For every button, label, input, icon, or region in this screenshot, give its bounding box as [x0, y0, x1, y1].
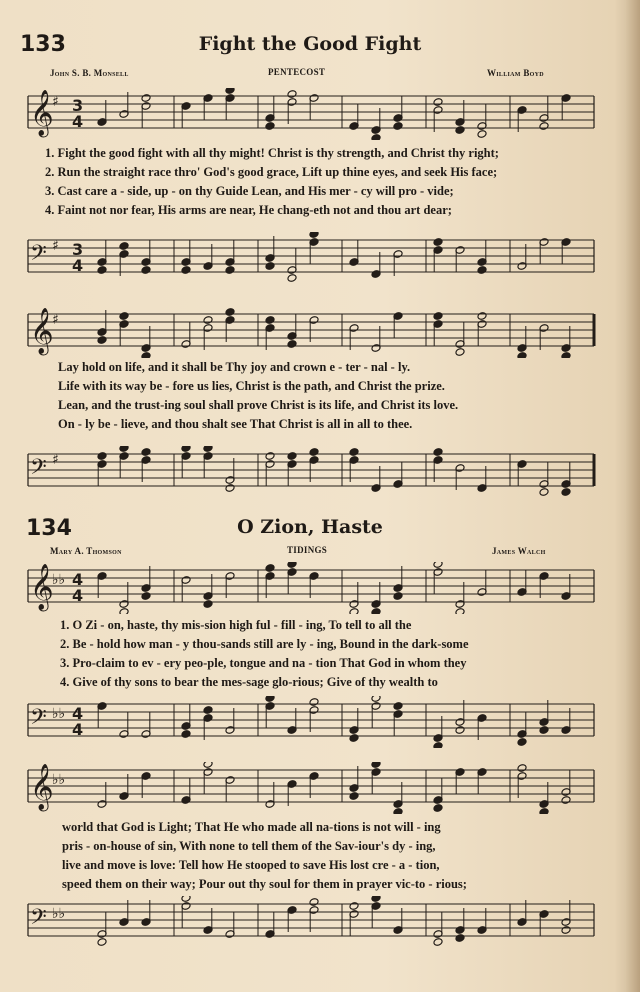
verse-line: 3. Cast care a - side, up - on thy Guide Lean, and His mer - cy will pro - vide;: [45, 184, 454, 198]
bass-staff: [0, 232, 640, 284]
svg-text:♭♭: ♭♭: [52, 706, 66, 722]
hymn-author: Mary A. Thomson: [50, 546, 122, 556]
verse-line: 4. Give of thy sons to bear the mes-sage glo-rious; Give of thy wealth to: [60, 675, 438, 689]
svg-text:𝄢: 𝄢: [30, 905, 47, 935]
bass-staff: [0, 696, 640, 748]
verse-line: 1. Fight the good fight with all thy might! Christ is thy strength, and Christ thy right;: [45, 146, 499, 160]
hymn-tune: TIDINGS: [287, 545, 328, 555]
verse-line: live and move is love: Tell how He stooped to save His lost cre - a - tion,: [62, 858, 440, 872]
verse-line: Life with its way be - fore us lies, Christ is the path, and Christ the prize.: [58, 379, 445, 393]
verse-line: pris - on-house of sin, With none to tell them of the Sav-iour's dy - ing,: [62, 839, 436, 853]
svg-text:♯: ♯: [52, 312, 59, 328]
bass-staff: [0, 896, 640, 948]
verse-line: 2. Run the straight race thro' God's good grace, Lift up thine eyes, and seek His face;: [45, 165, 498, 179]
svg-text:𝄞: 𝄞: [30, 90, 54, 136]
hymn-author: John S. B. Monsell: [50, 68, 129, 78]
treble-staff: [0, 762, 640, 814]
verse-line: speed them on their way; Pour out thy soul for them in prayer vic-to - rious;: [62, 877, 467, 891]
svg-text:♯: ♯: [52, 452, 59, 468]
hymn-title: O Zion, Haste: [237, 516, 383, 538]
hymn-number: 133: [20, 32, 66, 57]
verse-line: world that God is Light; That He who made all na-tions is not will - ing: [62, 820, 441, 834]
svg-text:3: 3: [72, 96, 84, 115]
verse-line: 2. Be - hold how man - y thou-sands still are ly - ing, Bound in the dark-some: [60, 637, 469, 651]
hymn-tune: PENTECOST: [268, 67, 326, 77]
verse-line: 1. O Zi - on, haste, thy mis-sion high ful - fill - ing, To tell to all the: [60, 618, 412, 632]
svg-text:𝄢: 𝄢: [30, 705, 47, 735]
svg-text:4: 4: [72, 112, 84, 131]
svg-text:4: 4: [72, 586, 84, 605]
svg-text:𝄞: 𝄞: [30, 308, 54, 354]
svg-text:♯: ♯: [52, 94, 59, 110]
svg-text:𝄞: 𝄞: [30, 764, 54, 810]
hymn-composer: William Boyd: [487, 68, 544, 78]
svg-text:4: 4: [72, 256, 84, 275]
hymn-number: 134: [26, 516, 72, 541]
hymn-composer: James Walch: [492, 546, 546, 556]
verse-line: 3. Pro-claim to ev - ery peo-ple, tongue and na - tion That God in whom they: [60, 656, 467, 670]
verse-line: 4. Faint not nor fear, His arms are near, He chang-eth not and thou art dear;: [45, 203, 452, 217]
treble-staff: [0, 88, 640, 140]
svg-text:3: 3: [72, 240, 84, 259]
svg-text:𝄢: 𝄢: [30, 241, 47, 271]
svg-text:4: 4: [72, 720, 84, 739]
svg-text:♭♭: ♭♭: [52, 772, 66, 788]
hymn-title: Fight the Good Fight: [198, 33, 422, 55]
verse-line: On - ly be - lieve, and thou shalt see That Christ is all in all to thee.: [58, 417, 413, 431]
treble-staff: [0, 306, 640, 358]
svg-text:4: 4: [72, 704, 84, 723]
svg-text:𝄢: 𝄢: [30, 455, 47, 485]
svg-text:4: 4: [72, 570, 84, 589]
bass-staff: [0, 446, 640, 498]
svg-text:♭♭: ♭♭: [52, 906, 66, 922]
verse-line: Lean, and the trust-ing soul shall prove Christ is its life, and Christ its love.: [58, 398, 459, 412]
svg-text:𝄞: 𝄞: [30, 564, 54, 610]
verse-line: Lay hold on life, and it shall be Thy joy and crown e - ter - nal - ly.: [58, 360, 411, 374]
svg-text:♯: ♯: [52, 238, 59, 254]
svg-text:♭♭: ♭♭: [52, 572, 66, 588]
treble-staff: [0, 562, 640, 614]
